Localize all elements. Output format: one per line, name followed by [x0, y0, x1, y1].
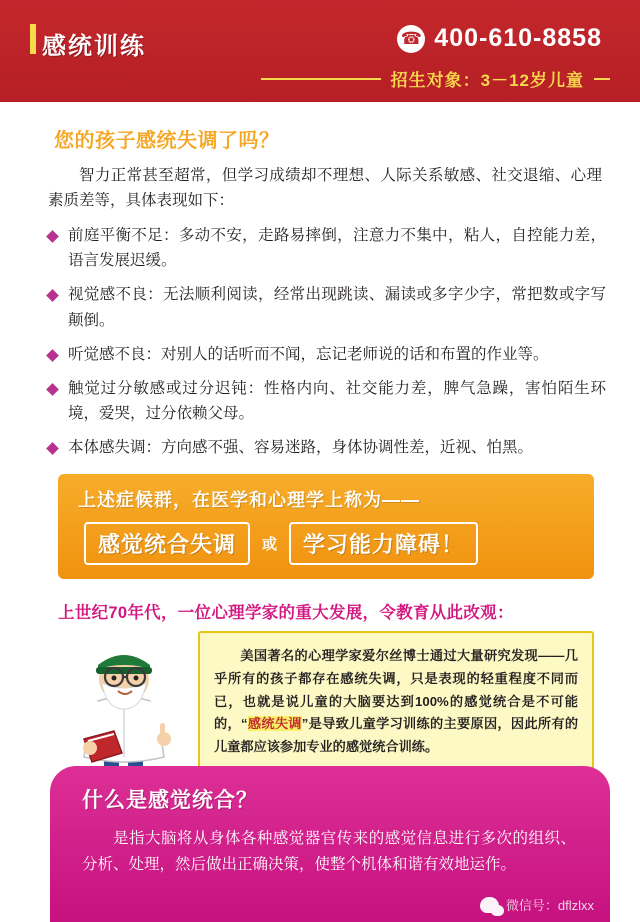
header-subtitle-block — [261, 66, 610, 91]
divider-line-right — [594, 78, 610, 80]
page-title: 您的孩子感统失调了吗？ — [54, 130, 280, 152]
phone-block — [397, 24, 602, 53]
diamond-bullet-icon — [46, 383, 59, 396]
divider-line-left — [261, 78, 381, 80]
research-paragraph — [214, 645, 578, 759]
research-text-part2: ”是导致儿童学习训练的主要原因，因此所有的儿童都应该参加专业的感觉统合训练。 — [214, 716, 579, 754]
definition-text: 是指大脑将从身体各种感觉器官传来的感觉信息进行多次的组织、分析、处理，然后做出正确决策，使整个机体和谐有效地运作。 — [82, 830, 576, 874]
list-item — [48, 342, 606, 367]
wechat-id-text: 微信号：dflzlxx — [505, 898, 594, 913]
list-item — [48, 223, 606, 273]
content-body — [0, 124, 640, 791]
research-heading: 上世纪70年代，一位心理学家的重大发展，令教育从此改观： — [58, 604, 514, 623]
diamond-bullet-icon — [46, 349, 59, 362]
diagnosis-callout — [58, 474, 594, 579]
list-item-text: 本体感失调：方向感不强、容易迷路，身体协调性差，近视、怕黑。 — [68, 438, 534, 456]
telephone-icon: ☎ — [397, 25, 425, 53]
term-chip-sensory: 感觉统合失调 — [84, 522, 250, 565]
list-item — [48, 435, 606, 460]
header-title: 感统训练 — [42, 33, 146, 60]
intro-paragraph: 智力正常甚至超常，但学习成绩却不理想、人际关系敏感、社交退缩、心理素质差等，具体表现如下： — [48, 167, 602, 210]
phone-number: 400-610-8858 — [434, 24, 602, 52]
list-item — [48, 376, 606, 426]
list-item-text: 听觉感不良：对别人的话听而不闻，忘记老师说的话和布置的作业等。 — [68, 345, 549, 363]
list-item-text: 前庭平衡不足：多动不安，走路易摔倒，注意力不集中，粘人，自控能力差，语言发展迟缓。 — [68, 227, 606, 270]
header-title-accent-bar — [30, 24, 36, 54]
wechat-watermark — [480, 895, 594, 914]
definition-panel — [50, 766, 610, 922]
symptom-list — [48, 223, 606, 460]
research-text-highlight: 感统失调 — [247, 716, 302, 732]
definition-title: 什么是感觉统合？ — [82, 789, 258, 812]
research-text-part1: 美国著名的心理学家爱尔丝博士通过大量研究发现——几乎所有的孩子都存在感统失调，只是表现的轻重程度不同而已，也就是说儿童的大脑要达到100%的感觉统合是不可能的，“ — [214, 648, 578, 732]
term-separator: 或 — [262, 536, 278, 554]
diamond-bullet-icon — [46, 442, 59, 455]
wechat-icon — [480, 897, 499, 913]
research-textbox — [198, 631, 594, 781]
list-item-text: 触觉过分敏感或过分迟钝：性格内向、社交能力差，脾气急躁，害怕陌生环境，爱哭，过分依赖父母。 — [68, 379, 606, 422]
term-chip-learning: 学习能力障碍！ — [289, 522, 478, 565]
list-item — [48, 282, 606, 332]
header — [0, 0, 640, 102]
callout-terms — [78, 522, 580, 565]
callout-heading: 上述症候群，在医学和心理学上称为—— — [78, 490, 420, 511]
diamond-bullet-icon — [46, 290, 59, 303]
diamond-bullet-icon — [46, 230, 59, 243]
header-subtitle: 招生对象：3－12岁儿童 — [390, 71, 584, 90]
list-item-text: 视觉感不良：无法顺利阅读，经常出现跳读、漏读或多字少字，常把数或字写颠倒。 — [68, 286, 606, 329]
